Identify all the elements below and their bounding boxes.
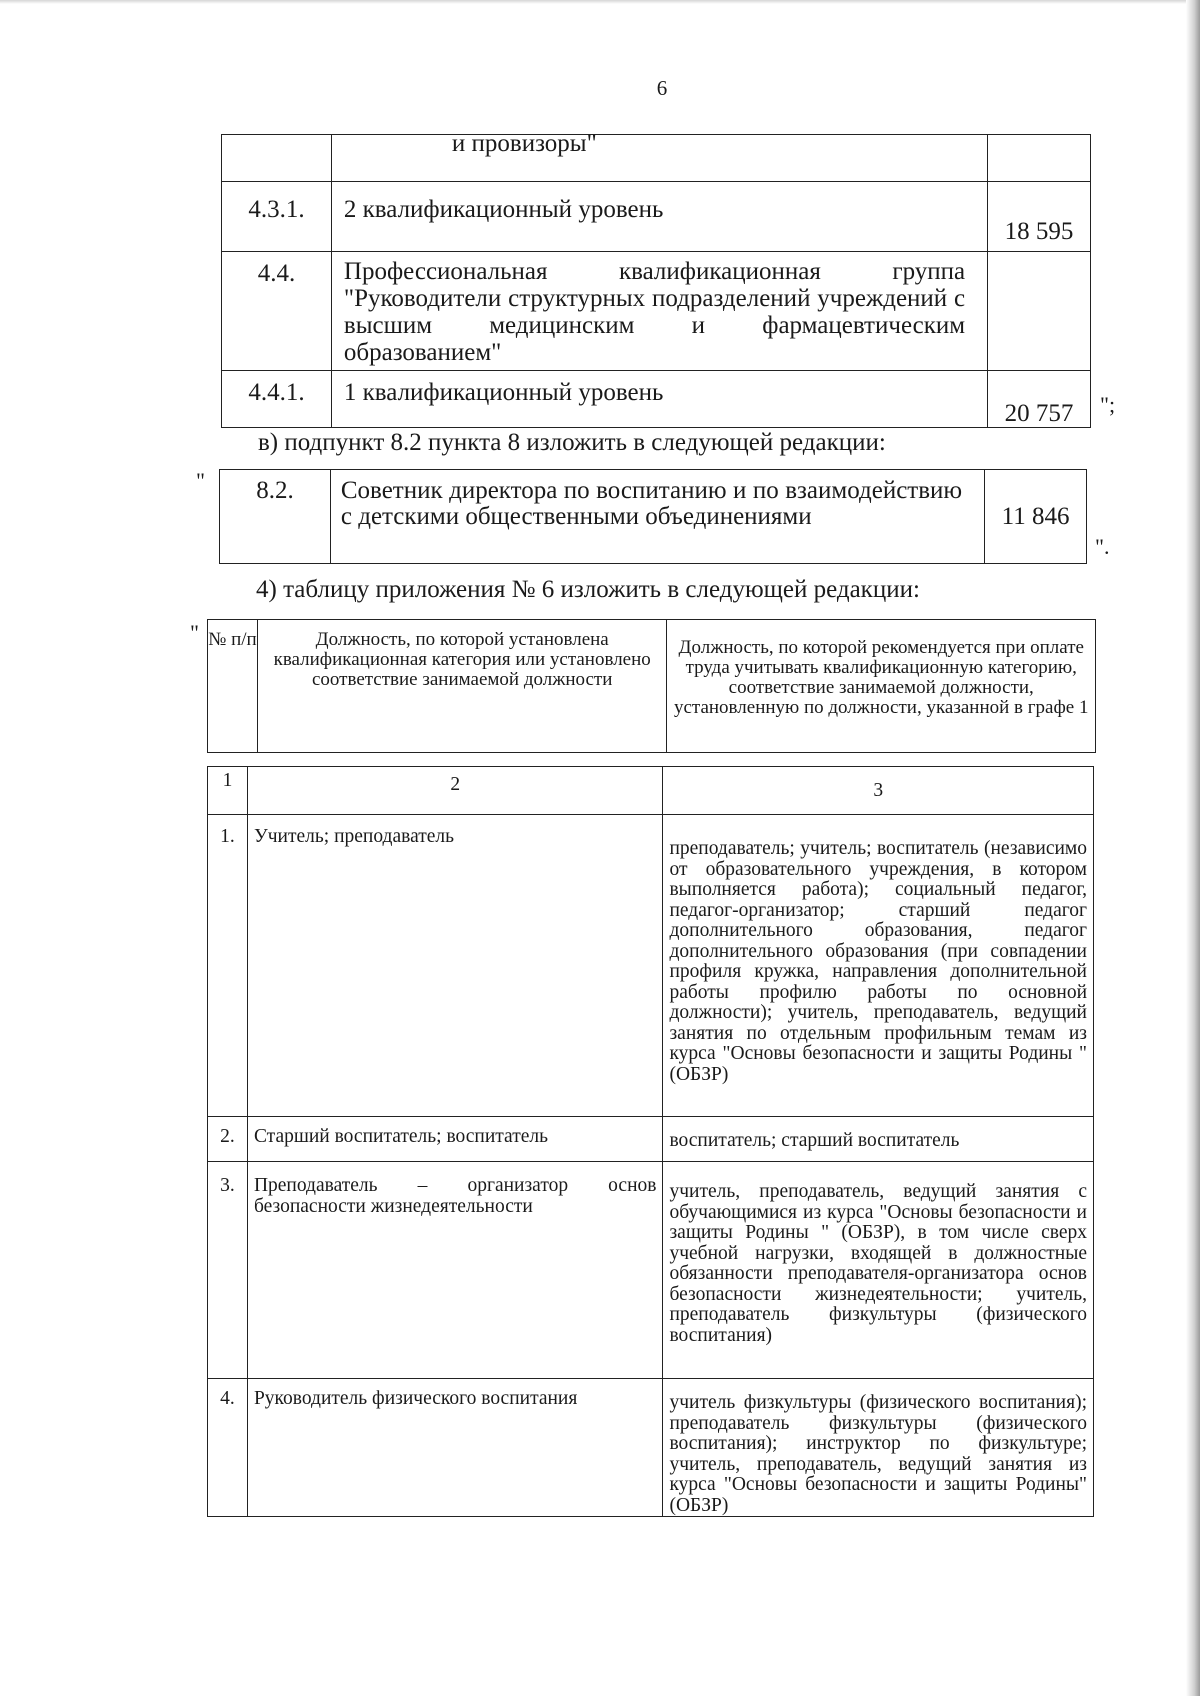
table-row	[208, 1117, 1094, 1162]
scan-page-edge	[1186, 0, 1200, 1696]
opening-quote: "	[196, 468, 205, 493]
column-number: 3	[663, 767, 1094, 815]
table-row	[208, 815, 1094, 1117]
row-title: Советник директора по воспитанию и по взаимодействию с детскими общественными объединениями	[330, 470, 984, 564]
header-number: № п/п	[208, 620, 258, 753]
table-row	[208, 1379, 1094, 1517]
opening-quote: "	[190, 620, 199, 645]
column-number-row	[208, 767, 1094, 815]
row-salary	[988, 252, 1091, 371]
row-title: 2 квалификационный уровень	[331, 182, 987, 252]
closing-quote: ";	[1100, 392, 1116, 417]
row-recommended-positions: преподаватель; учитель; воспитатель (независимо от образовательного учреждения, в котором выполняется работа); социальный педагог, педагог-организатор; старший педагог дополнительного образования, педагог дополнительного образования (при совпадении профиля кружка, направления дополнительной работы профилю работы по основной должности); учитель, преподаватель, ведущий занятия по отдельным профильным темам из курса "Основы безопасности и защиты Родины " (ОБЗР)	[663, 815, 1094, 1117]
table-row	[208, 1162, 1094, 1379]
row-title: Профессиональная квалификационная группа "Руководители структурных подразделений учреждений с высшим медицинским и фармацевтическим образованием"	[331, 252, 987, 371]
appendix6-table-header	[207, 619, 1096, 753]
row-number: 4.	[208, 1379, 248, 1517]
row-position: Преподаватель – организатор основ безопасности жизнедеятельности	[247, 1162, 663, 1379]
row-salary	[988, 135, 1091, 182]
page-number: 6	[656, 76, 668, 100]
advisor-table	[219, 469, 1087, 564]
row-salary: 11 846	[985, 470, 1087, 564]
row-salary: 18 595	[988, 182, 1091, 252]
appendix6-table	[207, 766, 1094, 1517]
table-row	[222, 135, 1091, 182]
table-row	[222, 252, 1091, 371]
row-number: 8.2.	[220, 470, 331, 564]
column-number: 1	[208, 767, 248, 815]
row-position: Руководитель физического воспитания	[247, 1379, 663, 1517]
row-position: Старший воспитатель; воспитатель	[247, 1117, 663, 1162]
scan-top-edge	[0, 0, 1200, 4]
salary-table-continuation	[221, 130, 1091, 428]
row-position: Учитель; преподаватель	[247, 815, 663, 1117]
row-number	[222, 135, 332, 182]
header-recommended-position: Должность, по которой рекомендуется при оплате труда учитывать квалификационную категорию, соответствие занимаемой должности, установленную по должности, указанной в графе 1	[667, 620, 1096, 753]
row-number: 4.4.	[222, 252, 332, 371]
row-number: 4.3.1.	[222, 182, 332, 252]
row-number: 1.	[208, 815, 248, 1117]
table-row	[222, 371, 1091, 428]
header-row	[208, 620, 1096, 753]
row-recommended-positions: учитель, преподаватель, ведущий занятия с обучающимися из курса "Основы безопасности и защиты Родины " (ОБЗР), в том числе сверх учебной нагрузки, входящей в должностные обязанности преподавателя-организатора основ безопасности жизнедеятельности; учитель, преподаватель физкультуры (физического воспитания)	[663, 1162, 1094, 1379]
row-number: 3.	[208, 1162, 248, 1379]
row-number: 4.4.1.	[222, 371, 332, 428]
header-position: Должность, по которой установлена квалификационная категория или установлено соответствие занимаемой должности	[257, 620, 667, 753]
row-title: и провизоры"	[331, 135, 987, 182]
row-title: 1 квалификационный уровень	[331, 371, 987, 428]
column-number: 2	[247, 767, 663, 815]
table-row	[220, 470, 1087, 564]
row-number: 2.	[208, 1117, 248, 1162]
row-recommended-positions: учитель физкультуры (физического воспитания); преподаватель физкультуры (физического воспитания); инструктор по физкультуре; учитель, преподаватель, ведущий занятия из курса "Основы безопасности и защиты Родины" (ОБЗР)	[663, 1379, 1094, 1517]
closing-quote: ".	[1095, 534, 1110, 559]
row-salary: 20 757	[988, 371, 1091, 428]
table-row	[222, 182, 1091, 252]
row-recommended-positions: воспитатель; старший воспитатель	[663, 1117, 1094, 1162]
paragraph-4: 4) таблицу приложения № 6 изложить в следующей редакции:	[256, 576, 920, 603]
paragraph-v: в) подпункт 8.2 пункта 8 изложить в следующей редакции:	[258, 429, 886, 456]
